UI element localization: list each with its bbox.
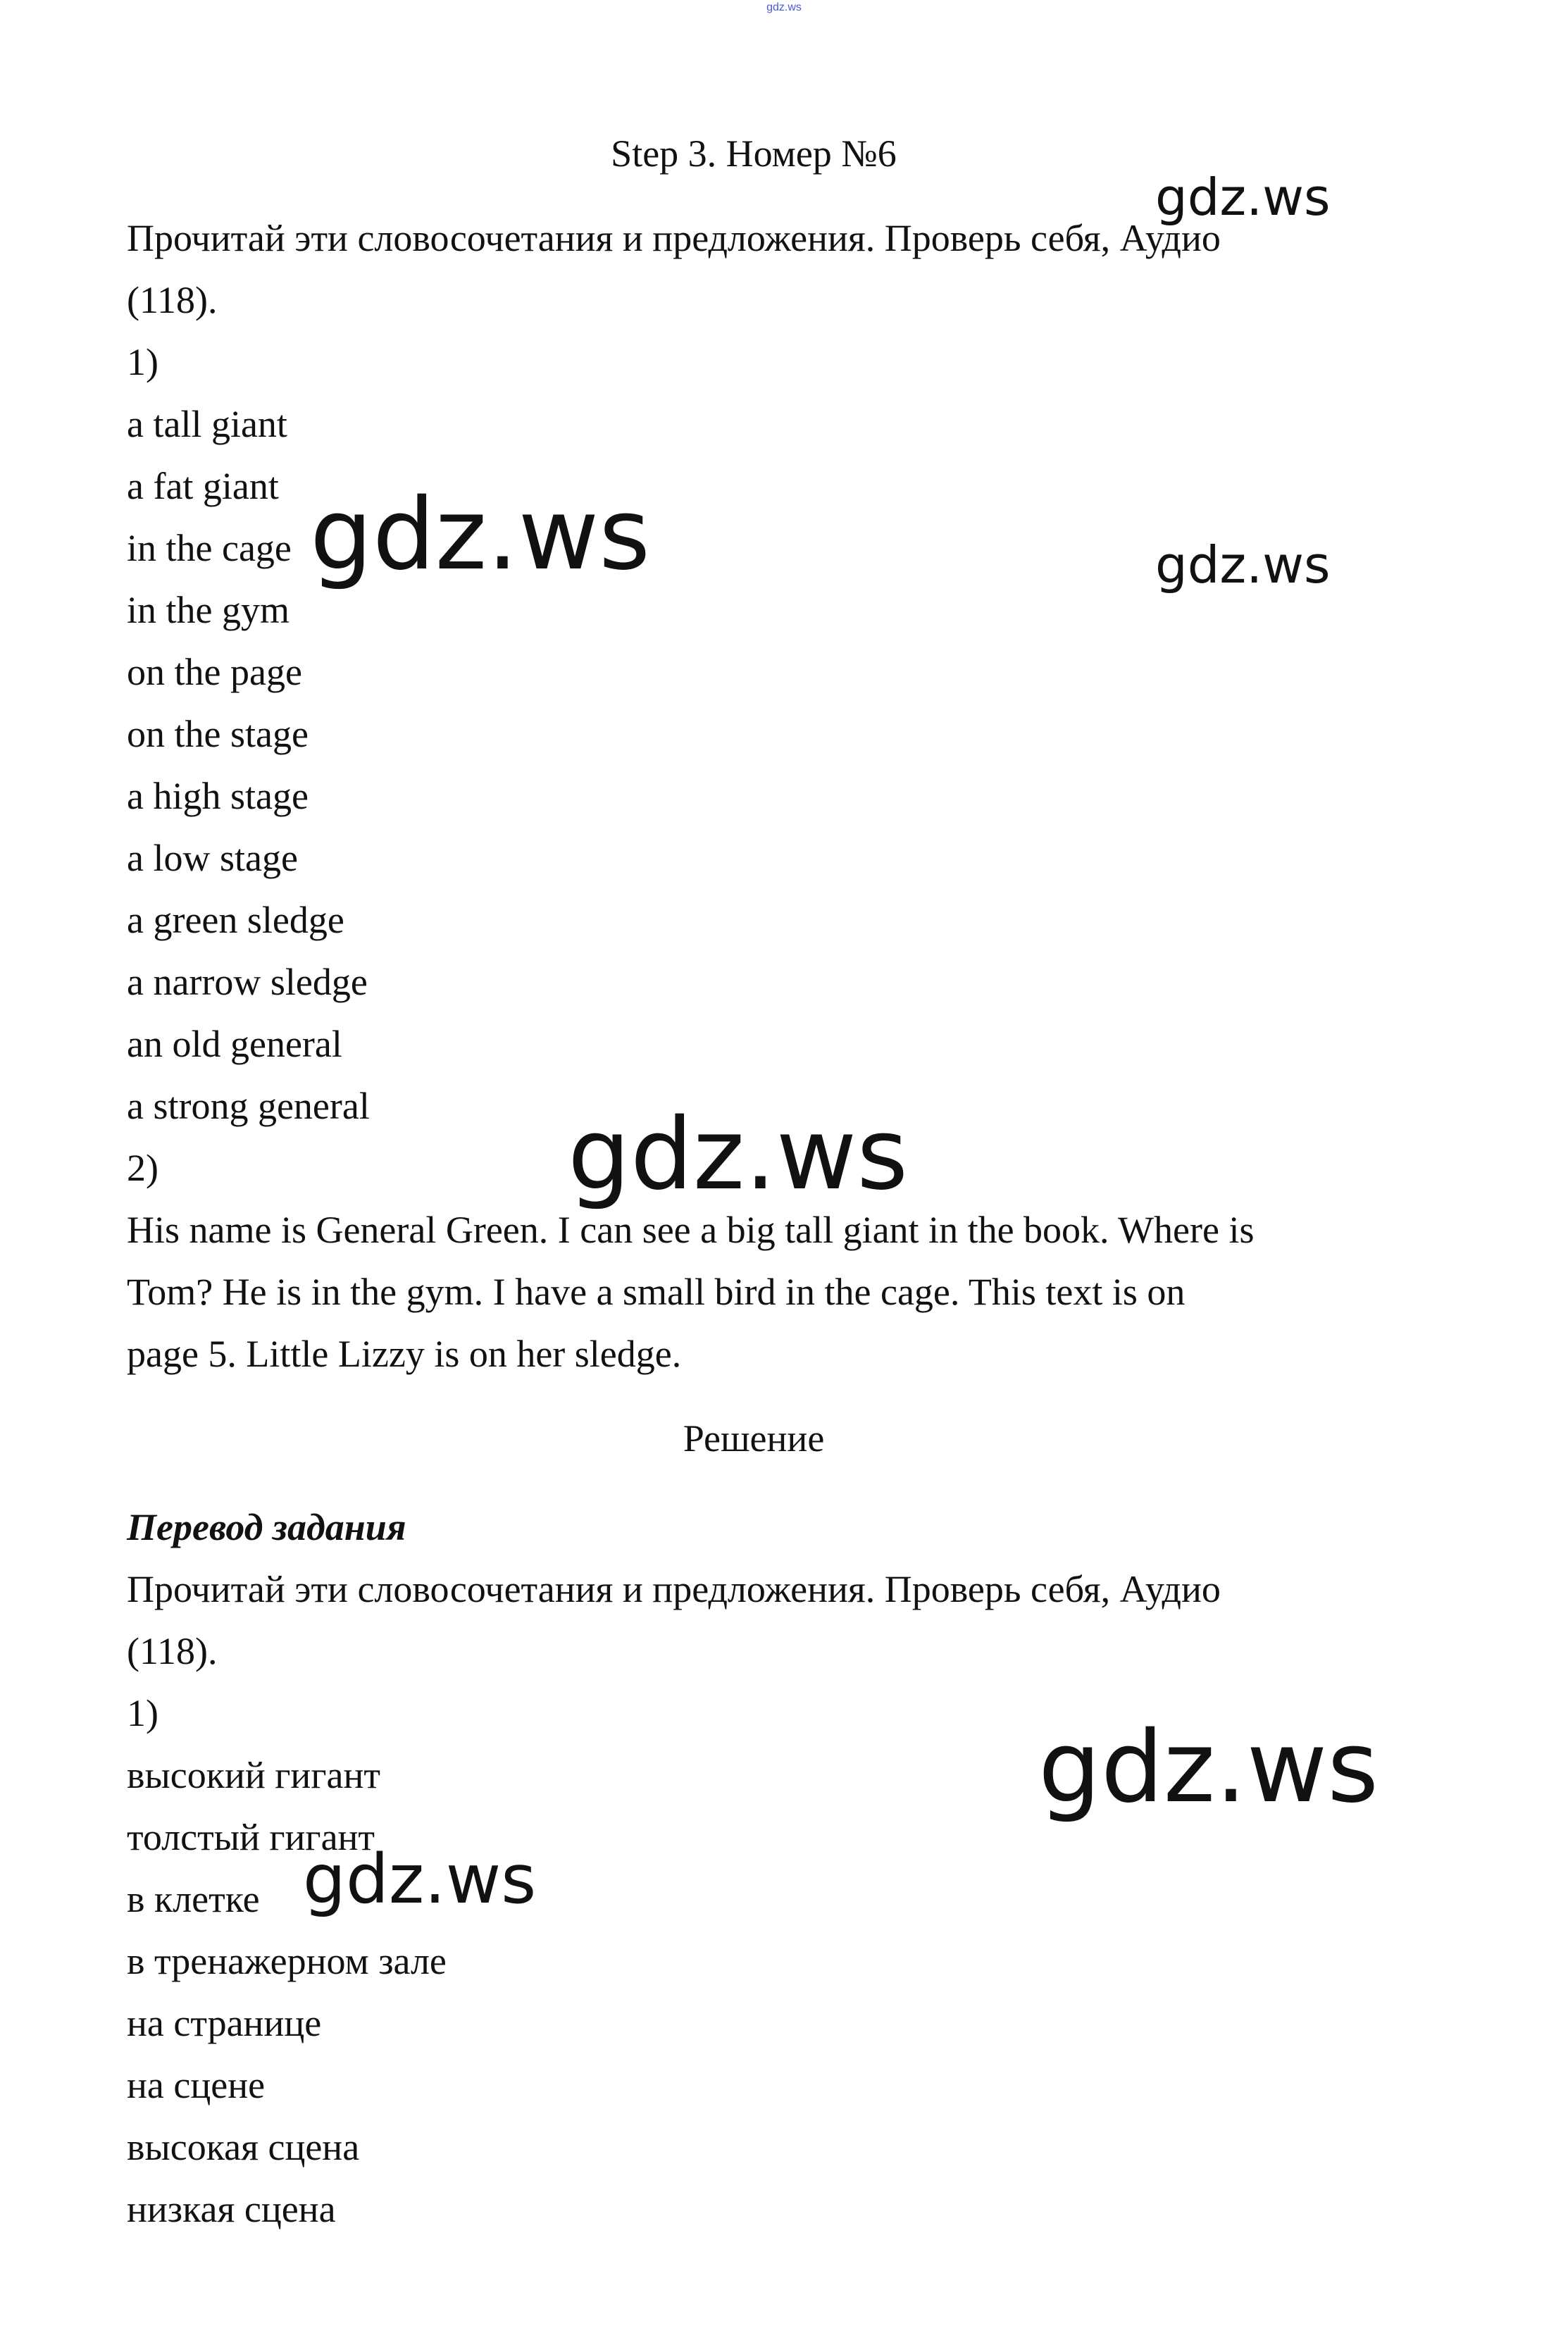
translation-heading: Перевод задания — [127, 1506, 406, 1548]
task-instruction: Прочитай эти словосочетания и предложения. Проверь себя, Аудио — [127, 217, 1221, 259]
page-title: Step 3. Номер №6 — [611, 132, 897, 175]
task-instruction-cont: (118). — [127, 279, 218, 321]
part1-label: 1) — [127, 341, 158, 383]
translated-phrase: высокая сцена — [127, 2126, 360, 2168]
translated-phrase: в клетке — [127, 1878, 260, 1920]
watermark: gdz.ws — [1155, 535, 1331, 595]
translated-phrase: низкая сцена — [127, 2188, 336, 2230]
watermark: gdz.ws — [1038, 1710, 1379, 1825]
phrase-item: a low stage — [127, 837, 298, 879]
phrase-item: in the cage — [127, 527, 292, 569]
watermark: gdz.ws — [1155, 168, 1331, 227]
phrase-item: on the stage — [127, 713, 309, 755]
solution-heading: Решение — [683, 1417, 825, 1460]
sentence-line: His name is General Green. I can see a big tall giant in the book. Where is — [127, 1209, 1255, 1251]
top-watermark: gdz.ws — [766, 1, 802, 13]
phrase-item: a high stage — [127, 775, 309, 817]
sentence-line: page 5. Little Lizzy is on her sledge. — [127, 1333, 682, 1375]
solution-part1-label: 1) — [127, 1692, 158, 1734]
phrase-item: on the page — [127, 651, 302, 693]
phrase-item: a narrow sledge — [127, 961, 368, 1003]
phrase-item: an old general — [127, 1023, 342, 1065]
phrase-item: a strong general — [127, 1085, 370, 1127]
solution-instruction: Прочитай эти словосочетания и предложения. Проверь себя, Аудио — [127, 1568, 1221, 1610]
translated-phrase: на странице — [127, 2002, 322, 2044]
translated-phrase: в тренажерном зале — [127, 1940, 447, 1982]
translated-phrase: высокий гигант — [127, 1754, 380, 1796]
watermark: gdz.ws — [303, 1840, 537, 1919]
phrase-item: in the gym — [127, 589, 290, 631]
phrase-item: a tall giant — [127, 403, 287, 445]
solution-instruction-cont: (118). — [127, 1630, 218, 1672]
part2-label: 2) — [127, 1147, 158, 1189]
sentence-line: Tom? He is in the gym. I have a small bird in the cage. This text is on — [127, 1271, 1186, 1313]
phrase-item: a green sledge — [127, 899, 344, 941]
translated-phrase: толстый гигант — [127, 1816, 375, 1858]
translated-phrase: на сцене — [127, 2064, 266, 2106]
watermark: gdz.ws — [310, 478, 651, 592]
phrase-item: a fat giant — [127, 465, 279, 507]
watermark: gdz.ws — [568, 1097, 909, 1212]
